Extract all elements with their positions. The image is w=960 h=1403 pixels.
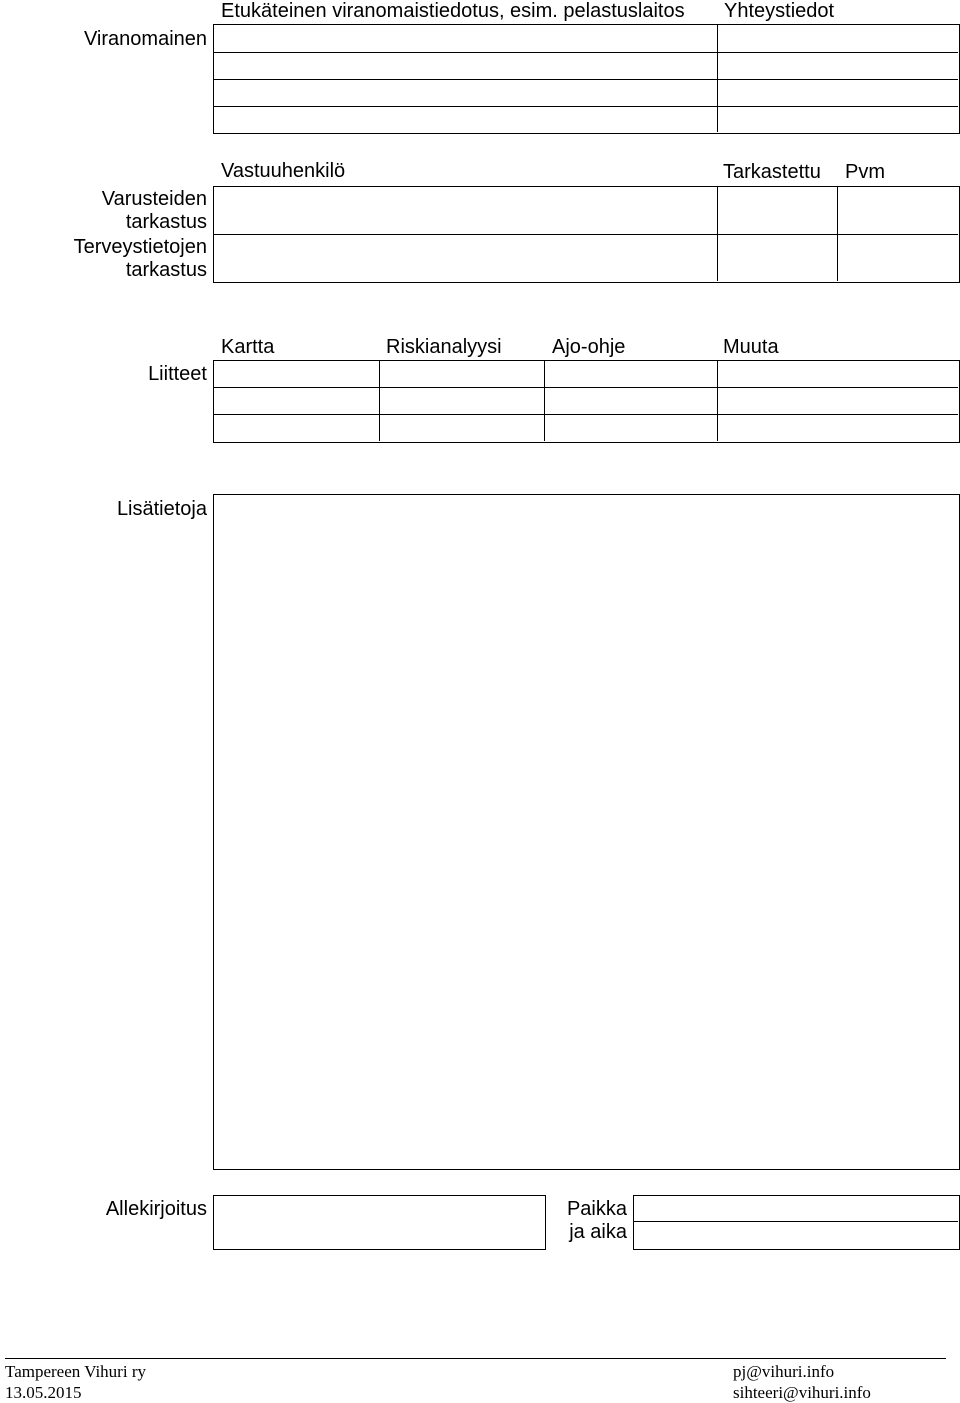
place-time-row-divider (634, 1221, 958, 1222)
additional-info-label: Lisätietoja (116, 498, 207, 520)
inspection-table (213, 186, 960, 283)
authority-row-divider (214, 79, 958, 80)
equipment-check-label: tarkastus (125, 211, 207, 233)
attachments-row-divider (214, 414, 958, 415)
inspection-header-date: Pvm (845, 161, 885, 183)
authority-table (213, 24, 960, 134)
attachments-label: Liitteet (148, 363, 207, 385)
attachments-row-divider (214, 387, 958, 388)
place-time-label: Paikka (566, 1198, 627, 1220)
inspection-header-checked: Tarkastettu (723, 161, 821, 183)
authority-row-divider (214, 106, 958, 107)
inspection-row-divider (214, 234, 958, 235)
attachment-header-map: Kartta (221, 336, 275, 358)
authority-header-contact: Yhteystiedot (724, 0, 835, 22)
attachments-table (213, 360, 960, 443)
attachments-column-divider (379, 361, 380, 441)
attachment-header-driving-directions: Ajo-ohje (552, 336, 626, 358)
place-time-label: ja aika (569, 1221, 627, 1243)
authority-label: Viranomainen (83, 28, 207, 50)
attachments-column-divider (717, 361, 718, 441)
place-time-field (633, 1195, 960, 1250)
signature-label: Allekirjoitus (105, 1198, 207, 1220)
attachment-header-risk-analysis: Riskianalyysi (386, 336, 502, 358)
footer-rule (5, 1358, 946, 1359)
health-check-label: tarkastus (125, 259, 207, 281)
signature-field (213, 1195, 546, 1250)
footer-date: 13.05.2015 (5, 1383, 82, 1402)
additional-info-field (213, 494, 960, 1170)
equipment-check-label: Varusteiden (101, 188, 207, 210)
attachment-header-other: Muuta (723, 336, 779, 358)
footer-email-chair: pj@vihuri.info (733, 1362, 835, 1381)
inspection-header-person: Vastuuhenkilö (221, 160, 346, 182)
footer-email-secretary: sihteeri@vihuri.info (733, 1383, 871, 1402)
attachments-column-divider (544, 361, 545, 441)
health-check-label: Terveystietojen (73, 236, 207, 258)
authority-header-main: Etukäteinen viranomaistiedotus, esim. pelastuslaitos (221, 0, 685, 22)
authority-row-divider (214, 52, 958, 53)
footer-org: Tampereen Vihuri ry (5, 1362, 146, 1381)
